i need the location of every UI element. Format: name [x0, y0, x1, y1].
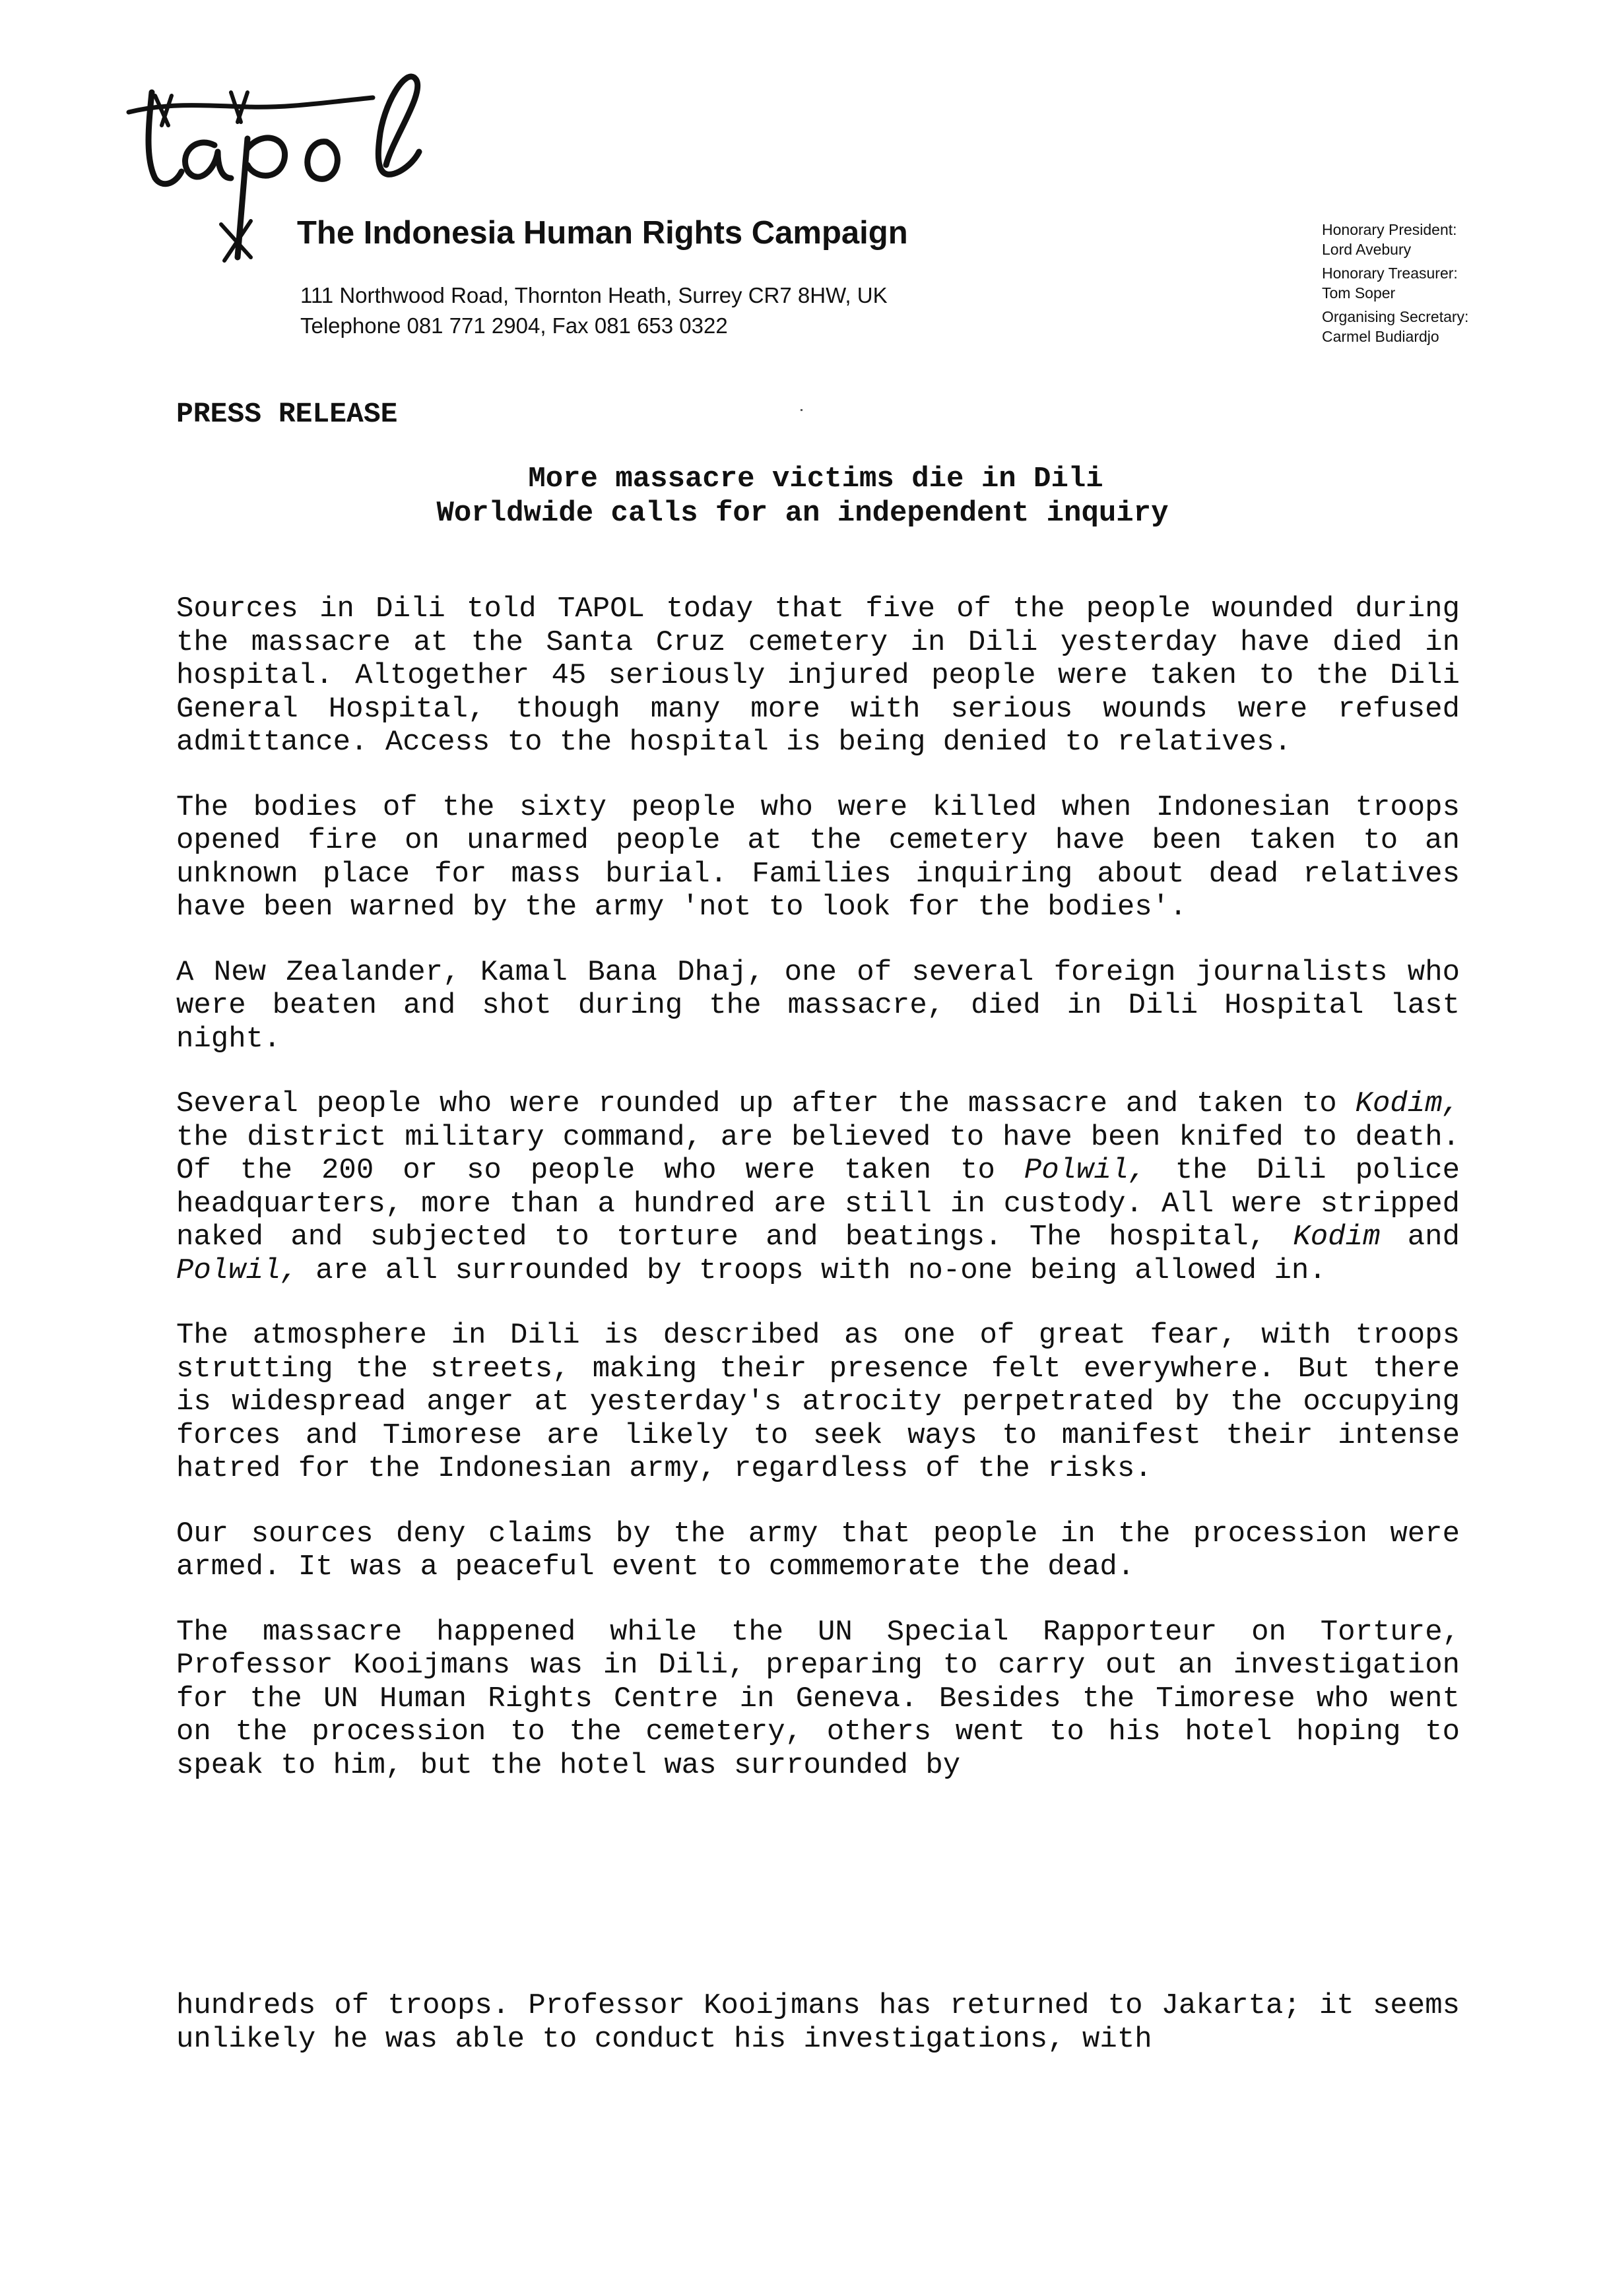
paragraph: The bodies of the sixty people who were killed when Indonesian troops opened fire on unarmed people at the cemetery have been taken to an unknown place for mass burial. Families inquiring about dead relatives have been warned by the army 'not to look for the bodies'. [176, 790, 1460, 924]
paragraph: The massacre happened while the UN Special Rapporteur on Torture, Professor Kooijmans was in Dili, preparing to carry out an investigation for the UN Human Rights Centre in Geneva. Besides the Timorese who went on the procession to the cemetery, others went to his hotel hoping to speak to him, but the hotel was surrounded by [176, 1615, 1460, 1782]
officer-title: Honorary President: [1322, 221, 1457, 238]
paragraph: Our sources deny claims by the army that people in the procession were armed. It was a peaceful event to commemorate the dead. [176, 1517, 1460, 1583]
italic-term: Kodim [1293, 1221, 1381, 1254]
paragraph-continuation: hundreds of troops. Professor Kooijmans has returned to Jakarta; it seems unlikely he was able to conduct his investigations, with [176, 1989, 1460, 2056]
paragraph: A New Zealander, Kamal Bana Dhaj, one of several foreign journalists who were beaten and shot during the massacre, died in Dili Hospital last night. [176, 955, 1460, 1056]
organization-address [300, 280, 888, 341]
officer-title: Organising Secretary: [1322, 308, 1469, 325]
stray-mark [801, 409, 802, 411]
paragraph: The atmosphere in Dili is described as one of great fear, with troops strutting the streets, making their presence felt everywhere. But there is widespread anger at yesterday's atrocity perpetrated by the occupying forces and Timorese are likely to seek ways to manifest their intense hatred for the Indonesian army, regardless of the risks. [176, 1319, 1460, 1485]
italic-term: Kodim, [1355, 1087, 1460, 1120]
text-run: the Dili police headquarters, more than a hundred are still in custody. All were stripped naked and subjected to torture and beatings. The hospital, [176, 1154, 1460, 1254]
text-run: are all surrounded by troops with no-one being allowed in. [298, 1254, 1327, 1287]
italic-term: Polwil, [176, 1254, 298, 1287]
officer-name: Lord Avebury [1322, 241, 1412, 258]
text-run: the district military command, are believed to have been knifed to death. Of the 200 or so people who were taken to [176, 1120, 1460, 1187]
officer-title: Honorary Treasurer: [1322, 265, 1458, 282]
text-run: and [1380, 1221, 1460, 1254]
press-release-label: PRESS RELEASE [176, 398, 398, 430]
organization-name: The Indonesia Human Rights Campaign [297, 215, 908, 251]
headline-line-2: Worldwide calls for an independent inquiry [436, 497, 1169, 530]
text-run: Several people who were rounded up after the massacre and taken to [176, 1087, 1356, 1120]
headline [0, 462, 1605, 530]
article-body [176, 592, 1460, 1814]
italic-term: Polwil, [1024, 1154, 1146, 1187]
telephone-line: Telephone 081 771 2904, Fax 081 653 0322 [300, 313, 728, 338]
officer-name: Carmel Budiardjo [1322, 328, 1439, 345]
address-line: 111 Northwood Road, Thornton Heath, Surrey CR7 8HW, UK [300, 283, 888, 307]
headline-line-1: More massacre victims die in Dili [528, 462, 1103, 495]
paragraph: Sources in Dili told TAPOL today that five of the people wounded during the massacre at the Santa Cruz cemetery in Dili yesterday have died in hospital. Altogether 45 seriously injured people were taken to the Dili General Hospital, though many more with serious wounds were refused admittance. Access to the hospital is being denied to relatives. [176, 592, 1460, 759]
paragraph [176, 1087, 1460, 1287]
officer-name: Tom Soper [1322, 284, 1396, 302]
officers-list [1322, 220, 1468, 346]
